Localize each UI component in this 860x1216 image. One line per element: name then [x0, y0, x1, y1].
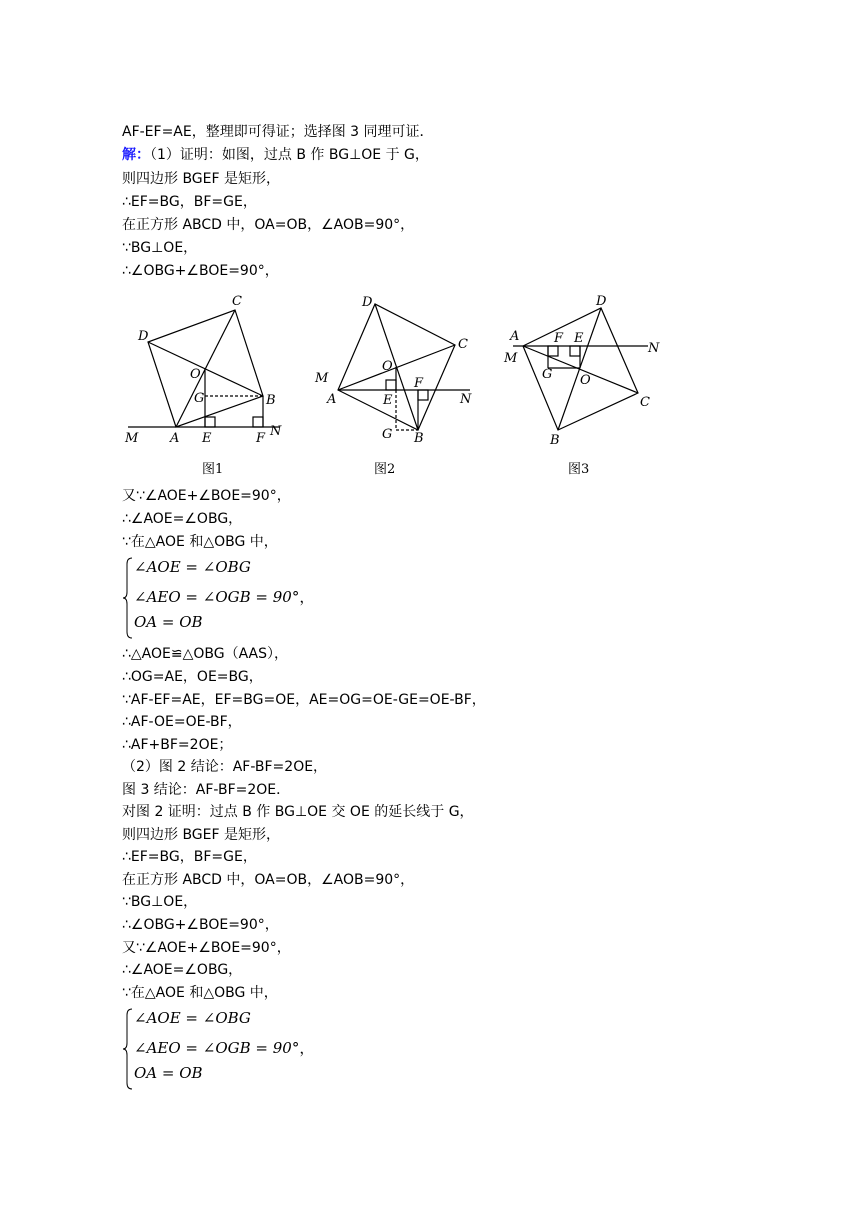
label-A: A [170, 431, 180, 446]
label-D: D [138, 329, 149, 344]
figure-1 [120, 290, 300, 480]
text-line: 对图 2 证明：过点 B 作 BG⊥OE 交 OE 的延长线于 G， [122, 804, 474, 820]
text-line: ∴∠OBG+∠BOE=90°， [122, 917, 279, 933]
label-N: N [460, 392, 472, 407]
text-line: ∵在△AOE 和△OBG 中， [122, 985, 278, 1001]
label-O: O [580, 373, 591, 388]
label-D: D [596, 294, 607, 309]
label-F: F [256, 431, 266, 446]
text-line: ∴OG=AE，OE=BG， [122, 669, 263, 685]
text-line: ∴AF-OE=OE-BF， [122, 714, 242, 730]
label-E: E [383, 393, 393, 408]
text-line: 图 3 结论：AF-BF=2OE． [122, 782, 291, 798]
text-line: 则四边形 BGEF 是矩形， [122, 827, 281, 843]
figure-3-diagram [498, 290, 688, 450]
label-M: M [504, 351, 518, 366]
text-line: 解：（1）证明：如图，过点 B 作 BG⊥OE 于 G， [122, 147, 429, 163]
label-N: N [648, 341, 660, 356]
label-G: G [194, 391, 205, 406]
figure-1-diagram [120, 290, 300, 450]
label-B: B [414, 431, 424, 446]
label-C: C [232, 294, 242, 309]
text-line: ∵在△AOE 和△OBG 中， [122, 534, 278, 550]
equation-line: OA = OB [134, 1064, 203, 1082]
text-line: ∴△AOE≌△OBG（AAS）， [122, 646, 289, 662]
text-line: ∴EF=BG，BF=GE， [122, 194, 257, 210]
label-E: E [574, 331, 584, 346]
label-F: F [554, 331, 564, 346]
equation-system-2 [122, 1007, 362, 1091]
label-O: O [190, 367, 201, 382]
text-line: 在正方形 ABCD 中，OA=OB，∠AOB=90°， [122, 872, 415, 888]
label-A: A [327, 392, 337, 407]
text-line: ∵AF-EF=AE，EF=BG=OE，AE=OG=OE-GE=OE-BF， [122, 692, 486, 708]
text-line: ∴∠OBG+∠BOE=90°， [122, 263, 279, 279]
figure-2 [310, 290, 490, 480]
figure-2-diagram [310, 290, 490, 450]
text-line: 又∵∠AOE+∠BOE=90°， [122, 488, 291, 504]
label-C: C [640, 395, 650, 410]
label-D: D [362, 295, 373, 310]
label-M: M [315, 371, 329, 386]
label-O: O [382, 359, 393, 374]
equation-line: ∠AOE = ∠OBG [134, 558, 251, 576]
solution-label: 解： [122, 147, 150, 163]
equation-system-1 [122, 556, 362, 640]
figure-1-caption: 图1 [202, 462, 224, 477]
label-M: M [125, 431, 139, 446]
text-line: ∴∠AOE=∠OBG， [122, 511, 243, 527]
text-line: （2）图 2 结论：AF-BF=2OE， [122, 759, 328, 775]
equation-line: ∠AOE = ∠OBG [134, 1009, 251, 1027]
figure-2-caption: 图2 [374, 462, 396, 477]
equation-line: ∠AEO = ∠OGB = 90°， [134, 1039, 315, 1057]
figure-3 [498, 290, 688, 480]
figure-3-caption: 图3 [568, 462, 590, 477]
text-line: 则四边形 BGEF 是矩形， [122, 171, 281, 187]
label-B: B [550, 433, 560, 448]
text-line: AF-EF=AE，整理即可得证；选择图 3 同理可证． [122, 124, 434, 140]
left-brace [122, 1007, 134, 1091]
label-G: G [542, 367, 553, 382]
text-line: ∵BG⊥OE， [122, 894, 198, 910]
label-A: A [510, 329, 520, 344]
label-B: B [266, 393, 276, 408]
equation-line: ∠AEO = ∠OGB = 90°， [134, 588, 315, 606]
label-N: N [270, 424, 282, 439]
equation-line: OA = OB [134, 613, 203, 631]
label-G: G [382, 427, 393, 442]
label-C: C [458, 337, 468, 352]
label-E: E [202, 431, 212, 446]
text-line: ∵BG⊥OE， [122, 240, 198, 256]
text-line: 在正方形 ABCD 中，OA=OB，∠AOB=90°， [122, 217, 415, 233]
text-line: ∴∠AOE=∠OBG， [122, 962, 243, 978]
label-F: F [414, 376, 424, 391]
left-brace [122, 556, 134, 640]
text-line: ∴AF+BF=2OE； [122, 737, 233, 753]
text-line: 又∵∠AOE+∠BOE=90°， [122, 940, 291, 956]
text-line: ∴EF=BG，BF=GE， [122, 849, 257, 865]
